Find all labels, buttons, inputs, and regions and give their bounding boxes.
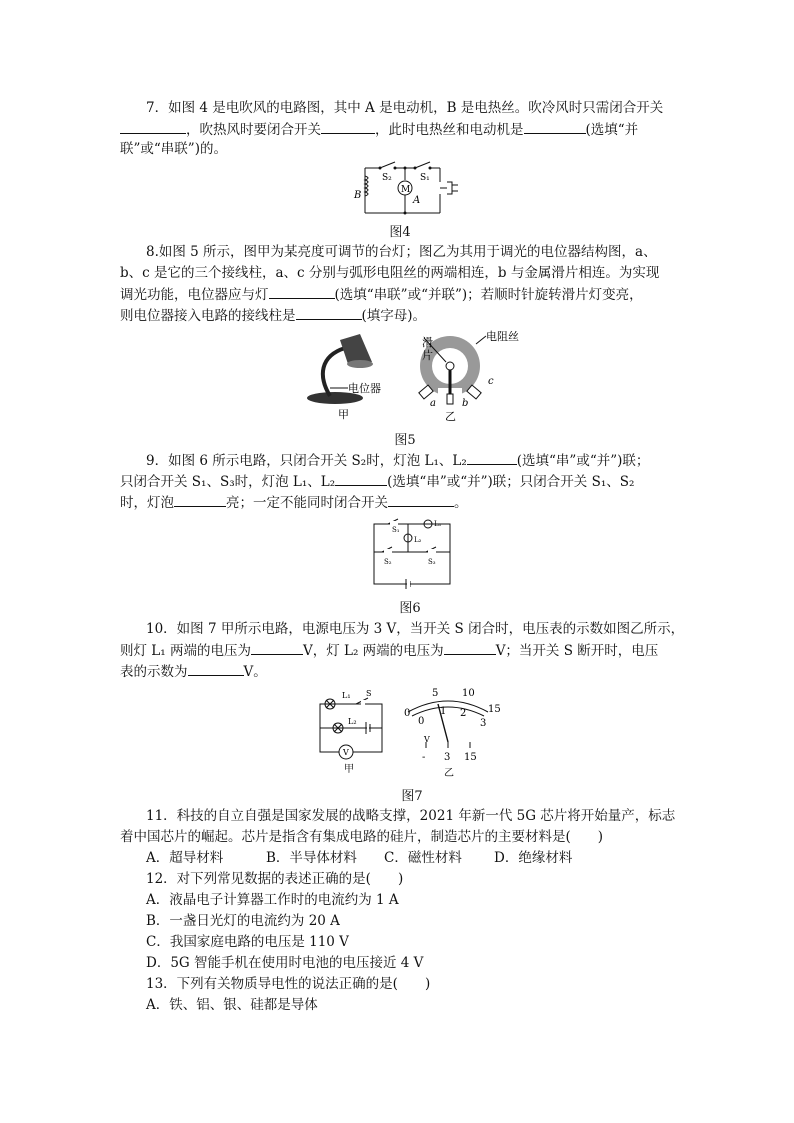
q8-blank1[interactable]: [269, 285, 335, 299]
q11-option-b[interactable]: B．半导体材料: [266, 850, 357, 866]
q11-option-d[interactable]: D．绝缘材料: [494, 850, 573, 866]
q10-text-b: V，灯 L₂ 两端的电压为: [302, 643, 444, 659]
q7-blank3[interactable]: [524, 120, 586, 134]
label-L2: L₂: [348, 717, 357, 726]
label-slider-1: 滑: [422, 336, 433, 349]
figure6-caption: 图6: [399, 601, 421, 616]
q12-option-a[interactable]: A．液晶电子计算器工作时的电流约为 1 A: [146, 892, 399, 908]
q13-option-a[interactable]: A．铁、铝、银、硅都是导体: [146, 997, 318, 1013]
figure6-circuit: [368, 516, 458, 594]
q10-blank1[interactable]: [251, 641, 303, 655]
label-S1: S₁: [392, 526, 400, 534]
tick-15: 15: [488, 704, 501, 715]
label-L1: L₁: [342, 691, 351, 700]
q9-blank4[interactable]: [388, 493, 454, 507]
q8-text-d: (填字母)。: [361, 308, 427, 324]
tick-3: 3: [480, 718, 487, 729]
q12-stem: 12．对下列常见数据的表述正确的是( ): [146, 871, 404, 887]
figure5-caption: 图5: [394, 433, 416, 448]
q9-text-d: (选填“串”或“并”)联；只闭合开关 S₁、S₂: [387, 474, 635, 490]
label-B: B: [354, 190, 362, 201]
tick-5: 5: [432, 688, 439, 699]
voltmeter-icon: V: [343, 748, 349, 757]
q9-line1: [146, 451, 649, 470]
q8-text-b: (选填“串联”或“并联”)；若顺时针旋转滑片灯变亮，: [334, 287, 643, 303]
q10-line2: [120, 641, 658, 660]
q10-blank2[interactable]: [444, 641, 496, 655]
figure4-caption: 图4: [389, 225, 411, 240]
tick-0-outer: 0: [404, 708, 411, 719]
q8-line3: [120, 285, 643, 304]
label-L2: L₂: [414, 536, 422, 544]
q7-text-c: (选填“并: [585, 122, 639, 138]
q10-text-c: V；当开关 S 断开时，电压: [495, 643, 659, 659]
terminal-a: a: [430, 398, 436, 409]
q9-blank1[interactable]: [467, 451, 517, 465]
q9-text-c: 只闭合开关 S₁、S₃时，灯泡 L₁、L₂: [120, 474, 336, 490]
q8-text-a: 调光功能，电位器应与灯: [120, 287, 269, 303]
label-S1: S₁: [420, 173, 430, 183]
terminal-c: c: [488, 376, 494, 387]
q10-text-d: 表的示数为: [120, 664, 188, 680]
label-potentiometer: 电位器: [348, 382, 381, 395]
q7-text-b: ，此时电热丝和电动机是: [375, 122, 524, 138]
q11-options: [146, 849, 572, 867]
meter-unit: V: [424, 735, 430, 744]
q10-line3: [120, 662, 267, 681]
terminal-b: b: [462, 398, 469, 409]
terminal-minus: -: [422, 752, 426, 763]
q9-text-g: 。: [454, 495, 468, 511]
q12-option-b[interactable]: B．一盏日光灯的电流约为 20 A: [146, 913, 340, 929]
q8-blank2[interactable]: [296, 306, 362, 320]
figure7-circuit-voltmeter: [312, 684, 512, 780]
q7-line2: [120, 120, 638, 139]
q10-blank3[interactable]: [188, 662, 244, 676]
q9-text-e: 时，灯泡: [120, 495, 174, 511]
q10-line1: 10．如图 7 甲所示电路，电源电压为 3 V，当开关 S 闭合时，电压表的示数如图乙所示，: [146, 621, 685, 637]
tick-2: 2: [460, 708, 467, 719]
q10-text-e: V。: [243, 664, 267, 680]
figure7-caption: 图7: [401, 789, 423, 804]
q9-blank3[interactable]: [174, 493, 226, 507]
q11-option-c[interactable]: C．磁性材料: [384, 850, 462, 866]
terminal-3: 3: [444, 752, 451, 763]
label-resistance-wire: 电阻丝: [486, 330, 519, 343]
tick-10: 10: [462, 688, 475, 699]
label-S3: S₃: [428, 558, 436, 566]
q8-line2: b、c 是它的三个接线柱，a、c 分别与弧形电阻丝的两端相连，b 与金属滑片相连。为实现: [120, 265, 660, 281]
label-yi: 乙: [445, 410, 456, 423]
q7-blank2[interactable]: [321, 120, 375, 134]
q9-text-b: (选填“串”或“并”)联；: [516, 453, 650, 469]
label-yi: 乙: [444, 768, 454, 779]
tick-1: 1: [440, 706, 447, 717]
q11-line1: 11．科技的自立自强是国家发展的战略支撑，2021 年新一代 5G 芯片将开始量产，标志: [146, 808, 676, 824]
q7-blank1[interactable]: [120, 120, 186, 134]
q12-option-c[interactable]: C．我国家庭电路的电压是 110 V: [146, 934, 349, 950]
q9-line2: [120, 472, 634, 491]
figure5-lamp-potentiometer: [290, 326, 530, 426]
terminal-15: 15: [464, 752, 477, 763]
q7-line3: 联”或“串联”)的。: [120, 141, 227, 157]
q9-text-f: 亮；一定不能同时闭合开关: [226, 495, 388, 511]
label-L1: L₁: [434, 520, 442, 528]
label-slider-2: 片: [422, 349, 433, 362]
label-S: S: [366, 689, 372, 698]
q12-option-d[interactable]: D．5G 智能手机在使用时电池的电压接近 4 V: [146, 955, 424, 971]
figure4-hairdryer-circuit: [350, 158, 465, 220]
q7-line1: 7．如图 4 是电吹风的电路图，其中 A 是电动机，B 是电热丝。吹冷风时只需闭合开关: [146, 100, 664, 116]
q11-line2: 着中国芯片的崛起。芯片是指含有集成电路的硅片，制造芯片的主要材料是( ): [120, 829, 604, 845]
q9-blank2[interactable]: [335, 472, 387, 486]
q9-line3: [120, 493, 468, 512]
label-S2: S₂: [382, 173, 392, 183]
tick-0-inner: 0: [418, 716, 425, 727]
label-jia: 甲: [338, 408, 349, 421]
q13-stem: 13．下列有关物质导电性的说法正确的是( ): [146, 976, 431, 992]
q8-line4: [120, 306, 426, 325]
q8-line1: 8.如图 5 所示，图甲为某亮度可调节的台灯；图乙为其用于调光的电位器结构图，a、: [146, 244, 657, 260]
q11-option-a[interactable]: A．超导材料: [146, 850, 224, 866]
label-A: A: [413, 195, 421, 206]
label-S2: S₂: [384, 558, 392, 566]
q10-text-a: 则灯 L₁ 两端的电压为: [120, 643, 251, 659]
label-jia: 甲: [344, 764, 354, 775]
q8-text-c: 则电位器接入电路的接线柱是: [120, 308, 296, 324]
q7-text-a: ，吹热风时要闭合开关: [186, 122, 321, 138]
motor-icon: M: [401, 185, 411, 195]
q9-text-a: 9．如图 6 所示电路，只闭合开关 S₂时，灯泡 L₁、L₂: [146, 453, 467, 469]
